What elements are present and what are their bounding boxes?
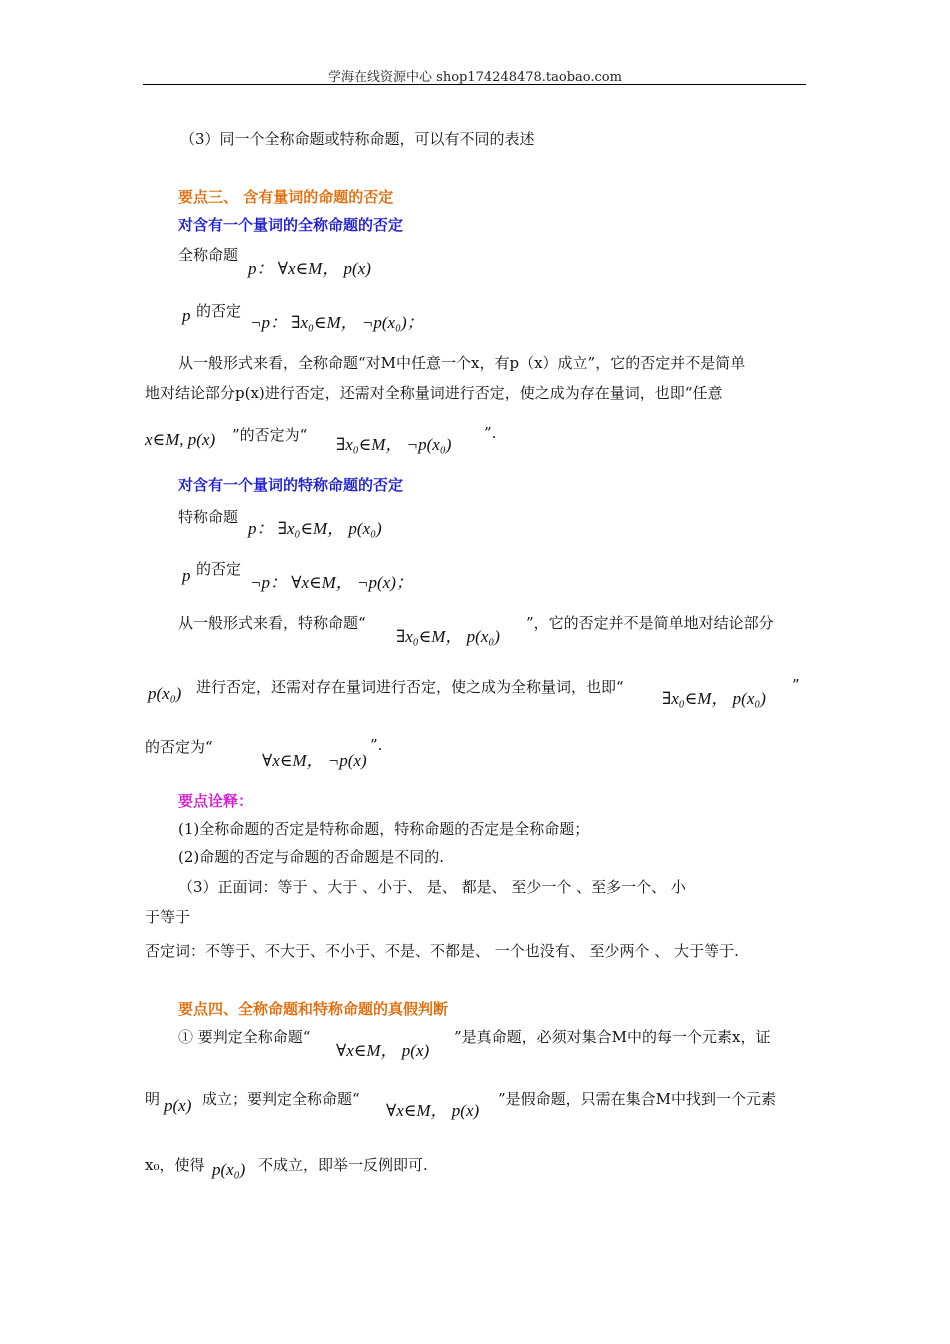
para1-line1: 从一般形式来看，全称命题“对M中任意一个x，有p（x）成立”，它的否定并不是简单 xyxy=(178,354,746,372)
section-heading-4: 要点四、全称命题和特称命题的真假判断 xyxy=(178,1000,449,1018)
p4a-end: ”是真命题，必须对集合M中的每一个元素x，证 xyxy=(454,1028,771,1046)
note-3a: （3）正面词：等于 、大于 、小于、 是、 都是、 至少一个 、至多一个、 小 xyxy=(178,878,686,896)
para2b-text: 进行否定，还需对存在量词进行否定，使之成为全称量词，也即“ xyxy=(196,678,624,696)
para2c-expr: ∀x∈M， ¬p(x) xyxy=(262,751,367,770)
p4c-expr: p(x₀) xyxy=(212,1160,246,1179)
p4b-expr2: ∀x∈M， p(x) xyxy=(386,1101,480,1120)
p4b-expr: p(x) xyxy=(164,1096,192,1115)
note-4: 否定词：不等于、不大于、不小于、不是、不都是、 一个也没有、 至少两个 、 大于等于. xyxy=(145,942,739,960)
p4a-expr: ∀x∈M， p(x) xyxy=(336,1041,430,1060)
existential-formula: p： ∃x₀∈M， p(x₀) xyxy=(248,519,382,538)
para1-end: ”. xyxy=(484,424,497,442)
para1-expr2: ∃x₀∈M， ¬p(x₀) xyxy=(336,435,452,454)
p4a-text: ① 要判定全称命题“ xyxy=(178,1028,311,1046)
neg1-label: 的否定 xyxy=(196,302,242,320)
note-3b: 于等于 xyxy=(145,908,191,926)
neg2-p: p xyxy=(182,566,191,585)
neg1-p: p xyxy=(182,306,191,325)
universal-label: 全称命题 xyxy=(178,246,239,264)
neg1-formula: ¬p： ∃x₀∈M， ¬p(x₀)； xyxy=(250,313,424,332)
para2c-text: 的否定为“ xyxy=(145,738,213,756)
header-divider xyxy=(143,84,806,85)
subheading-existential-negation: 对含有一个量词的特称命题的否定 xyxy=(178,476,404,494)
p4c-end: 不成立，即举一反例即可. xyxy=(258,1156,428,1174)
para2-end: ”，它的否定并不是简单地对结论部分 xyxy=(526,614,774,632)
p4b-mid: 成立；要判定全称命题“ xyxy=(202,1090,360,1108)
universal-formula: p： ∀x∈M， p(x) xyxy=(248,259,371,278)
note-2: (2)命题的否定与命题的否命题是不同的. xyxy=(178,848,445,866)
neg2-formula: ¬p： ∀x∈M， ¬p(x)； xyxy=(250,573,413,592)
para2b-expr: p(x₀) xyxy=(148,684,182,703)
para2b-end: ” xyxy=(792,676,800,694)
subheading-universal-negation: 对含有一个量词的全称命题的否定 xyxy=(178,216,404,234)
para1-text: ”的否定为“ xyxy=(232,426,308,444)
para1-expr: x∈M, p(x) xyxy=(145,430,216,449)
p4c-text: x₀，使得 xyxy=(145,1156,205,1174)
point3-line: （3）同一个全称命题或特称命题，可以有不同的表述 xyxy=(180,130,535,148)
para1-line2: 地对结论部分p(x)进行否定，还需对全称量词进行否定，使之成为存在量词，也即“任意 xyxy=(145,384,723,402)
para2-expr: ∃x₀∈M， p(x₀) xyxy=(396,627,500,646)
para2-text: 从一般形式来看，特称命题“ xyxy=(178,614,366,632)
section-heading-3: 要点三、 含有量词的命题的否定 xyxy=(178,188,394,206)
existential-label: 特称命题 xyxy=(178,508,239,526)
p4b-end: ”是假命题，只需在集合M中找到一个元素 xyxy=(498,1090,777,1108)
notes-title: 要点诠释： xyxy=(178,792,254,810)
page-header: 学海在线资源中心 shop174248478.taobao.com xyxy=(328,70,622,85)
para2b-expr2: ∃x₀∈M， p(x₀) xyxy=(662,689,766,708)
p4b-text: 明 xyxy=(145,1090,161,1108)
neg2-label: 的否定 xyxy=(196,560,242,578)
note-1: (1)全称命题的否定是特称命题，特称命题的否定是全称命题； xyxy=(178,820,590,838)
para2c-end: ”. xyxy=(370,736,383,754)
